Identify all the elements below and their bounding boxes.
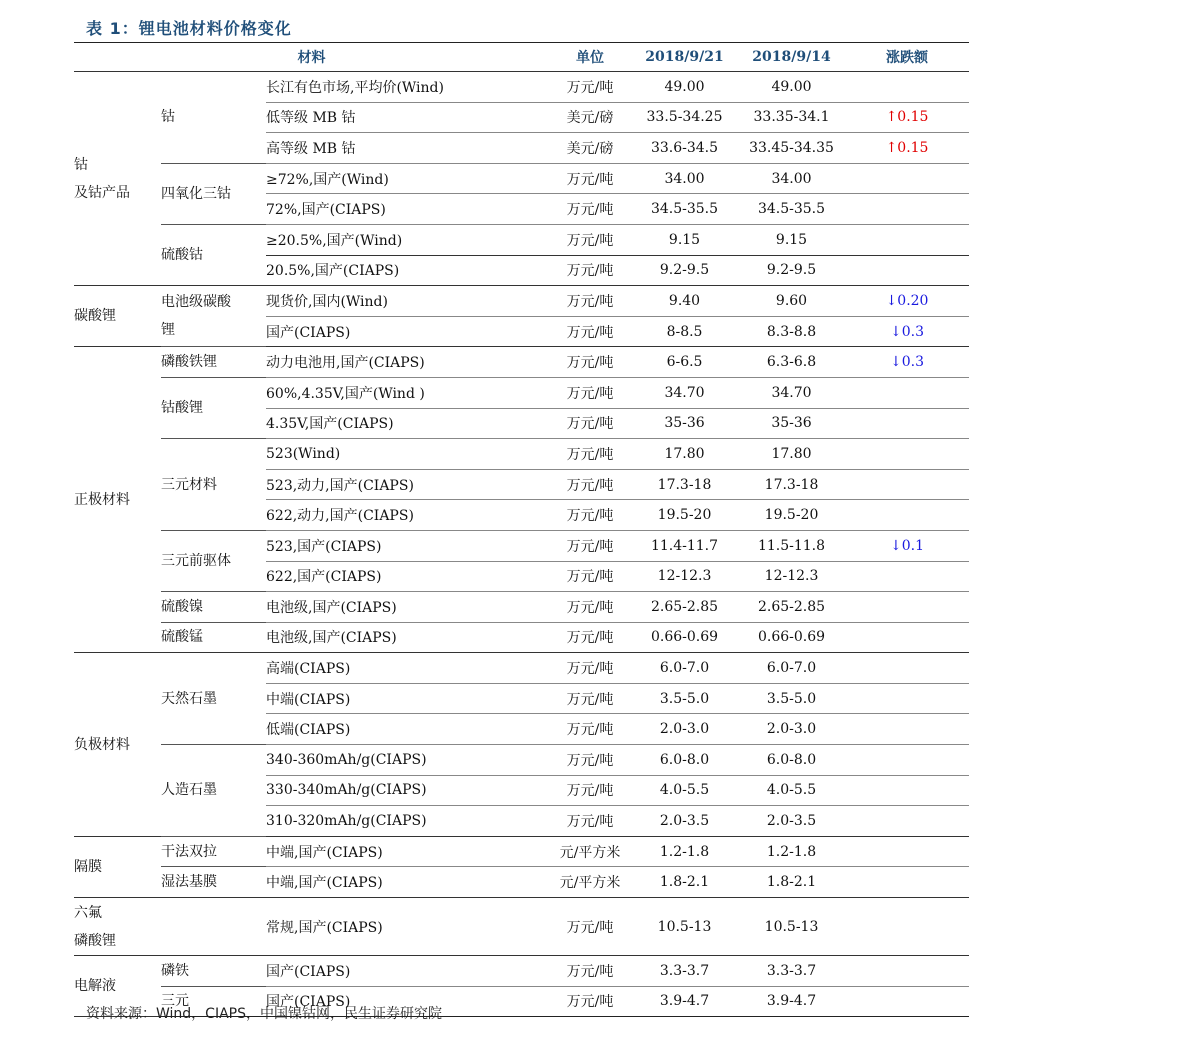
price-2018-9-21-cell: 2.65-2.85 [631,592,738,623]
spec-cell: 72%,国产(CIAPS) [266,194,549,225]
unit-cell: 万元/吨 [549,561,631,592]
table-row [74,163,969,194]
table-row [74,956,969,987]
unit-cell: 美元/磅 [549,102,631,133]
unit-cell: 万元/吨 [549,500,631,531]
price-2018-9-21-cell: 1.2-1.8 [631,836,738,867]
change-cell [845,622,969,653]
spec-cell: 622,动力,国产(CIAPS) [266,500,549,531]
spec-cell: 622,国产(CIAPS) [266,561,549,592]
spec-cell: 现货价,国内(Wind) [266,286,549,317]
price-2018-9-21-cell: 3.3-3.7 [631,956,738,987]
category-cell: 碳酸锂 [74,286,161,347]
price-2018-9-21-cell: 6-6.5 [631,347,738,378]
spec-cell: 电池级,国产(CIAPS) [266,592,549,623]
spec-cell: 4.35V,国产(CIAPS) [266,408,549,439]
unit-cell: 万元/吨 [549,469,631,500]
price-2018-9-14-cell: 3.5-5.0 [738,683,845,714]
price-2018-9-21-cell: 34.70 [631,377,738,408]
unit-cell: 万元/吨 [549,745,631,776]
unit-cell: 万元/吨 [549,592,631,623]
subcategory-cell: 三元 [161,986,266,1017]
unit-cell: 万元/吨 [549,530,631,561]
change-cell: ↓0.1 [845,530,969,561]
change-cell [845,775,969,806]
change-cell [845,956,969,987]
change-cell [845,72,969,103]
price-2018-9-14-cell: 8.3-8.8 [738,316,845,347]
price-2018-9-21-cell: 33.6-34.5 [631,133,738,164]
spec-cell: 中端(CIAPS) [266,683,549,714]
change-cell [845,561,969,592]
price-2018-9-14-cell: 1.2-1.8 [738,836,845,867]
unit-cell: 元/平方米 [549,836,631,867]
unit-cell: 万元/吨 [549,408,631,439]
table-row [74,867,969,898]
price-2018-9-21-cell: 3.9-4.7 [631,986,738,1017]
spec-cell: 523,国产(CIAPS) [266,530,549,561]
price-2018-9-21-cell: 17.3-18 [631,469,738,500]
price-2018-9-14-cell: 49.00 [738,72,845,103]
unit-cell: 万元/吨 [549,956,631,987]
subcategory-cell: 干法双拉 [161,836,266,867]
table-row [74,530,969,561]
price-2018-9-21-cell: 1.8-2.1 [631,867,738,898]
price-2018-9-14-cell: 9.60 [738,286,845,317]
subcategory-cell: 天然石墨 [161,653,266,745]
price-2018-9-21-cell: 49.00 [631,72,738,103]
subcategory-cell: 四氧化三钴 [161,163,266,224]
spec-cell: 国产(CIAPS) [266,956,549,987]
change-cell [845,867,969,898]
header-date2: 2018/9/14 [738,43,845,72]
spec-cell: 国产(CIAPS) [266,986,549,1017]
price-2018-9-21-cell: 34.5-35.5 [631,194,738,225]
table-row [74,286,969,317]
unit-cell: 万元/吨 [549,194,631,225]
subcategory-cell: 电池级碳酸 锂 [161,286,266,347]
change-cell [845,194,969,225]
price-2018-9-14-cell: 3.3-3.7 [738,956,845,987]
spec-cell: 330-340mAh/g(CIAPS) [266,775,549,806]
subcategory-cell: 钴酸锂 [161,377,266,438]
category-cell: 正极材料 [74,347,161,653]
spec-cell: 中端,国产(CIAPS) [266,836,549,867]
price-2018-9-21-cell: 8-8.5 [631,316,738,347]
table-row [74,836,969,867]
table-row [74,224,969,255]
change-cell [845,224,969,255]
price-2018-9-14-cell: 35-36 [738,408,845,439]
unit-cell: 万元/吨 [549,255,631,286]
price-2018-9-14-cell: 4.0-5.5 [738,775,845,806]
price-2018-9-21-cell: 6.0-8.0 [631,745,738,776]
table-row [74,745,969,776]
price-2018-9-21-cell: 17.80 [631,439,738,470]
price-2018-9-21-cell: 2.0-3.0 [631,714,738,745]
price-2018-9-21-cell: 9.40 [631,286,738,317]
price-2018-9-21-cell: 34.00 [631,163,738,194]
unit-cell: 万元/吨 [549,683,631,714]
spec-cell: ≥72%,国产(Wind) [266,163,549,194]
unit-cell: 万元/吨 [549,898,631,956]
source-note: 资料来源：Wind，CIAPS，中国镍钴网，民生证券研究院 [86,1006,442,1022]
table-row [74,439,969,470]
price-2018-9-21-cell: 0.66-0.69 [631,622,738,653]
unit-cell: 万元/吨 [549,653,631,684]
spec-cell: 常规,国产(CIAPS) [266,898,549,956]
subcategory-cell [161,898,266,956]
price-2018-9-14-cell: 0.66-0.69 [738,622,845,653]
subcategory-cell: 钴 [161,72,266,164]
unit-cell: 万元/吨 [549,986,631,1017]
price-2018-9-14-cell: 34.5-35.5 [738,194,845,225]
change-cell [845,377,969,408]
unit-cell: 万元/吨 [549,806,631,837]
price-2018-9-14-cell: 2.0-3.5 [738,806,845,837]
change-cell [845,592,969,623]
change-cell [845,469,969,500]
spec-cell: 60%,4.35V,国产(Wind ) [266,377,549,408]
header-material: 材料 [74,43,549,72]
change-cell [845,898,969,956]
subcategory-cell: 湿法基膜 [161,867,266,898]
price-2018-9-14-cell: 34.00 [738,163,845,194]
change-cell [845,163,969,194]
table-row [74,347,969,378]
price-2018-9-21-cell: 11.4-11.7 [631,530,738,561]
price-2018-9-21-cell: 9.2-9.5 [631,255,738,286]
price-2018-9-14-cell: 9.15 [738,224,845,255]
spec-cell: 523(Wind) [266,439,549,470]
price-2018-9-14-cell: 2.0-3.0 [738,714,845,745]
price-2018-9-14-cell: 12-12.3 [738,561,845,592]
header-row [74,43,969,72]
unit-cell: 万元/吨 [549,439,631,470]
subcategory-cell: 磷铁 [161,956,266,987]
subcategory-cell: 磷酸铁锂 [161,347,266,378]
change-cell [845,255,969,286]
subcategory-cell: 三元前驱体 [161,530,266,591]
price-table [74,43,969,1017]
price-2018-9-21-cell: 33.5-34.25 [631,102,738,133]
unit-cell: 美元/磅 [549,133,631,164]
category-cell: 钴 及钴产品 [74,72,161,286]
price-2018-9-14-cell: 17.80 [738,439,845,470]
price-2018-9-21-cell: 2.0-3.5 [631,806,738,837]
change-cell: ↑0.15 [845,133,969,164]
subcategory-cell: 人造石墨 [161,745,266,837]
change-cell [845,836,969,867]
subcategory-cell: 硫酸锰 [161,622,266,653]
price-2018-9-14-cell: 19.5-20 [738,500,845,531]
unit-cell: 万元/吨 [549,224,631,255]
spec-cell: 长江有色市场,平均价(Wind) [266,72,549,103]
table-row [74,592,969,623]
price-2018-9-14-cell: 33.45-34.35 [738,133,845,164]
table-row [74,622,969,653]
subcategory-cell: 三元材料 [161,439,266,531]
price-2018-9-14-cell: 6.3-6.8 [738,347,845,378]
spec-cell: 低等级 MB 钴 [266,102,549,133]
price-2018-9-21-cell: 10.5-13 [631,898,738,956]
change-cell: ↑0.15 [845,102,969,133]
price-2018-9-21-cell: 6.0-7.0 [631,653,738,684]
table-row [74,898,969,956]
change-cell: ↓0.3 [845,347,969,378]
price-2018-9-14-cell: 2.65-2.85 [738,592,845,623]
category-cell: 电解液 [74,956,161,1017]
price-2018-9-14-cell: 33.35-34.1 [738,102,845,133]
price-2018-9-21-cell: 35-36 [631,408,738,439]
unit-cell: 万元/吨 [549,377,631,408]
price-2018-9-21-cell: 19.5-20 [631,500,738,531]
header-change: 涨跌额 [845,43,969,72]
category-cell: 负极材料 [74,653,161,837]
spec-cell: 高等级 MB 钴 [266,133,549,164]
price-2018-9-14-cell: 6.0-7.0 [738,653,845,684]
spec-cell: 中端,国产(CIAPS) [266,867,549,898]
unit-cell: 万元/吨 [549,286,631,317]
unit-cell: 万元/吨 [549,775,631,806]
category-cell: 隔膜 [74,836,161,897]
unit-cell: 万元/吨 [549,316,631,347]
price-2018-9-14-cell: 34.70 [738,377,845,408]
spec-cell: 340-360mAh/g(CIAPS) [266,745,549,776]
change-cell [845,653,969,684]
price-2018-9-14-cell: 6.0-8.0 [738,745,845,776]
price-2018-9-21-cell: 4.0-5.5 [631,775,738,806]
change-cell: ↓0.3 [845,316,969,347]
table-row [74,377,969,408]
spec-cell: 国产(CIAPS) [266,316,549,347]
spec-cell: 高端(CIAPS) [266,653,549,684]
change-cell [845,986,969,1017]
change-cell [845,806,969,837]
unit-cell: 万元/吨 [549,72,631,103]
price-2018-9-14-cell: 3.9-4.7 [738,986,845,1017]
spec-cell: 低端(CIAPS) [266,714,549,745]
change-cell [845,439,969,470]
spec-cell: 523,动力,国产(CIAPS) [266,469,549,500]
spec-cell: 310-320mAh/g(CIAPS) [266,806,549,837]
category-cell: 六氟 磷酸锂 [74,898,161,956]
price-2018-9-14-cell: 1.8-2.1 [738,867,845,898]
unit-cell: 万元/吨 [549,347,631,378]
subcategory-cell: 硫酸钴 [161,224,266,285]
subcategory-cell: 硫酸镍 [161,592,266,623]
change-cell: ↓0.20 [845,286,969,317]
price-2018-9-21-cell: 12-12.3 [631,561,738,592]
table-row [74,653,969,684]
change-cell [845,408,969,439]
spec-cell: 动力电池用,国产(CIAPS) [266,347,549,378]
header-date1: 2018/9/21 [631,43,738,72]
spec-cell: 20.5%,国产(CIAPS) [266,255,549,286]
unit-cell: 万元/吨 [549,622,631,653]
spec-cell: ≥20.5%,国产(Wind) [266,224,549,255]
price-2018-9-21-cell: 3.5-5.0 [631,683,738,714]
unit-cell: 元/平方米 [549,867,631,898]
table-row [74,72,969,103]
price-2018-9-21-cell: 9.15 [631,224,738,255]
spec-cell: 电池级,国产(CIAPS) [266,622,549,653]
price-2018-9-14-cell: 10.5-13 [738,898,845,956]
change-cell [845,500,969,531]
price-2018-9-14-cell: 9.2-9.5 [738,255,845,286]
change-cell [845,683,969,714]
price-2018-9-14-cell: 11.5-11.8 [738,530,845,561]
price-2018-9-14-cell: 17.3-18 [738,469,845,500]
table-title: 表 1：锂电池材料价格变化 [86,19,292,38]
change-cell [845,714,969,745]
change-cell [845,745,969,776]
header-unit: 单位 [549,43,631,72]
unit-cell: 万元/吨 [549,714,631,745]
unit-cell: 万元/吨 [549,163,631,194]
